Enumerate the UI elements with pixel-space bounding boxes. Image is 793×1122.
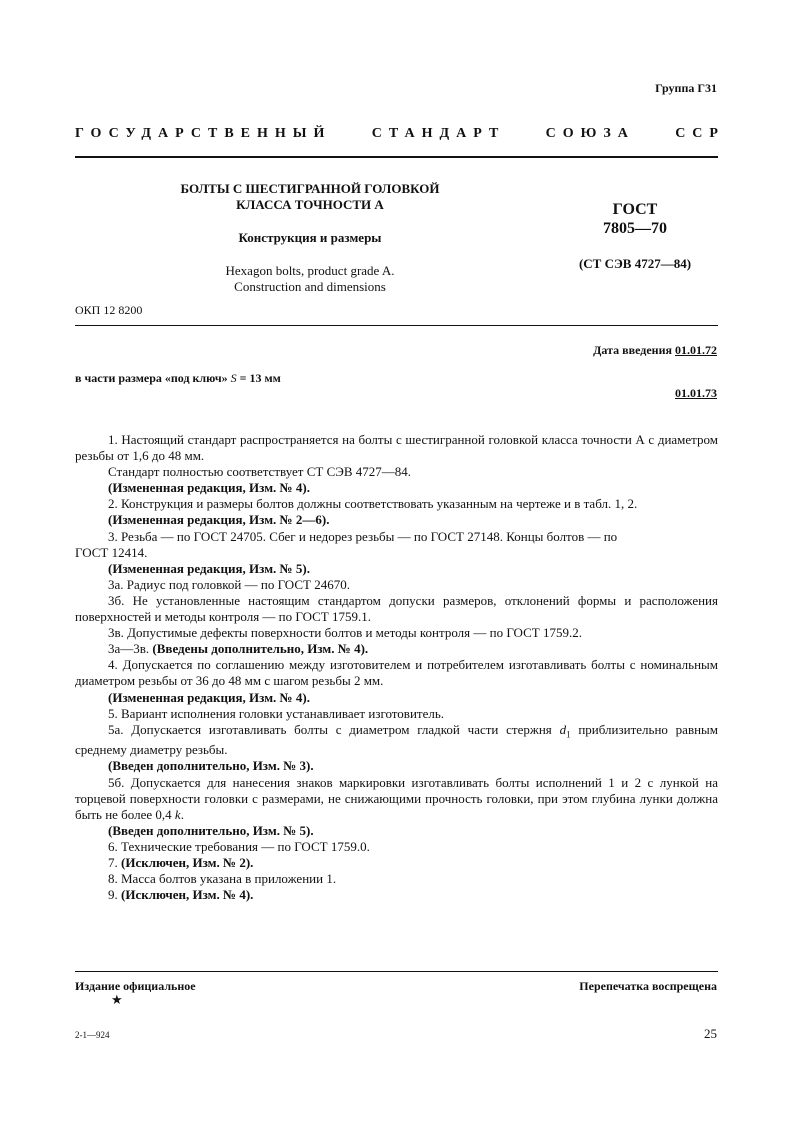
state-word: ССР	[675, 126, 725, 141]
paragraph: 3в. Допустимые дефекты поверхности болтов и методы контроля — по ГОСТ 1759.2.	[108, 625, 582, 641]
title-line: БОЛТЫ С ШЕСТИГРАННОЙ ГОЛОВКОЙ	[180, 181, 440, 196]
math-var: d	[559, 721, 567, 737]
paragraph-text: 5а. Допускается изготавливать болты с диаметром гладкой части стержня	[108, 721, 552, 737]
math-subscript: 1	[566, 729, 571, 740]
footer-rule	[75, 971, 718, 972]
intro-date	[593, 343, 717, 358]
reprint-prohibited: Перепечатка воспрещена	[579, 979, 717, 993]
english-title-line: Construction and dimensions	[234, 279, 386, 294]
gost-label: ГОСТ	[612, 201, 658, 218]
title-line: КЛАССА ТОЧНОСТИ А	[236, 197, 384, 212]
body-text	[75, 432, 718, 903]
paragraph-number: 3а—3в.	[108, 641, 150, 657]
amendment-note: (Измененная редакция, Изм. № 2—6).	[108, 512, 330, 528]
amendment-note: (Измененная редакция, Изм. № 5).	[108, 560, 310, 576]
paragraph: 8. Масса болтов указана в приложении 1.	[108, 871, 337, 887]
paragraph: 2. Конструкция и размеры болтов должны соответствовать указанным на чертеже и в табл. 1, 2.	[108, 496, 638, 512]
paragraph-number: 9.	[108, 887, 118, 903]
paragraph: 3. Резьба — по ГОСТ 24705. Сбег и недорез резьбы — по ГОСТ 27148. Концы болтов — по	[108, 528, 618, 544]
state-word: СОЮЗА	[545, 126, 635, 141]
page-number: 25	[704, 1026, 717, 1041]
sev-reference: (СТ СЭВ 4727—84)	[578, 256, 692, 271]
paragraph-continuation: ГОСТ 12414.	[75, 544, 148, 560]
amendment-note: (Введены дополнительно, Изм. № 4).	[152, 641, 369, 657]
title-block	[140, 181, 480, 295]
paragraph: 3б. Не установленные настоящим стандартом допуски размеров, отклонений формы и расположения поверхностей и методы контроля — по ГОСТ 1759.1.	[75, 592, 718, 625]
amendment-note: (Исключен, Изм. № 2).	[121, 855, 254, 871]
header-rule	[75, 156, 718, 158]
paragraph: 6. Технические требования — по ГОСТ 1759.0.	[108, 838, 370, 854]
paragraph: 5. Вариант исполнения головки устанавливает изготовитель.	[108, 705, 445, 721]
paragraph	[75, 641, 718, 657]
partial-note-var: S	[230, 371, 237, 385]
paragraph	[75, 887, 718, 903]
math-var: k	[174, 806, 181, 822]
group-label: Группа Г31	[655, 81, 717, 95]
title-rule	[75, 325, 718, 326]
official-edition: Издание официальное	[75, 979, 196, 993]
amendment-note: (Измененная редакция, Изм. № 4).	[108, 480, 310, 496]
subtitle: Конструкция и размеры	[238, 230, 382, 245]
state-word: ГОСУДАРСТВЕННЫЙ	[75, 126, 332, 141]
partial-date-note	[75, 371, 281, 386]
paragraph: 4. Допускается по соглашению между изготовителем и потребителем изготавливать болты с номинальным диаметром резьбы от 36 до 48 мм с шагом резьбы 2 мм.	[75, 657, 718, 689]
okp-code: ОКП 12 8200	[75, 303, 143, 317]
partial-note-value: = 13 мм	[239, 371, 281, 385]
state-word: СТАНДАРТ	[371, 126, 506, 141]
amendment-note: (Введен дополнительно, Изм. № 3).	[108, 758, 314, 774]
english-title	[140, 263, 480, 295]
paragraph	[75, 855, 718, 871]
paragraph-text: 5б. Допускается для нанесения знаков маркировки изготавливать болты исполнений 1 и 2 с лункой на торцевой поверхности головки с размерами, не снижающими прочность головки, при этом глубина лунки должна быть не более 0,4	[75, 774, 718, 822]
intro-date-value: 01.01.72	[675, 343, 717, 357]
state-standard-heading	[75, 126, 725, 142]
star-icon: ★	[111, 992, 123, 1007]
paragraph: 3а. Радиус под головкой — по ГОСТ 24670.	[108, 576, 350, 592]
amendment-note: (Исключен, Изм. № 4).	[121, 887, 254, 903]
gost-number: 7805—70	[603, 220, 667, 237]
english-title-line: Hexagon bolts, product grade A.	[225, 263, 395, 278]
partial-note-text: в части размера «под ключ»	[75, 371, 228, 385]
gost-designation	[555, 200, 715, 272]
intro-date-label: Дата введения	[593, 343, 672, 357]
paragraph-text: .	[180, 806, 184, 822]
paragraph	[75, 775, 718, 823]
print-code: 2-1—924	[75, 1030, 110, 1040]
paragraph: 1. Настоящий стандарт распространяется на болты с шестигранной головкой класса точности А с диаметром резьбы от 1,6 до 48 мм.	[75, 432, 718, 464]
amendment-note: (Измененная редакция, Изм. № 4).	[108, 689, 310, 705]
paragraph: Стандарт полностью соответствует СТ СЭВ 4727—84.	[108, 464, 412, 480]
paragraph-number: 7.	[108, 855, 118, 871]
amendment-note: (Введен дополнительно, Изм. № 5).	[108, 822, 314, 838]
second-date: 01.01.73	[675, 386, 717, 400]
paragraph-text: приблизительно равным среднему диаметру резьбы.	[75, 721, 719, 758]
paragraph	[75, 722, 718, 759]
